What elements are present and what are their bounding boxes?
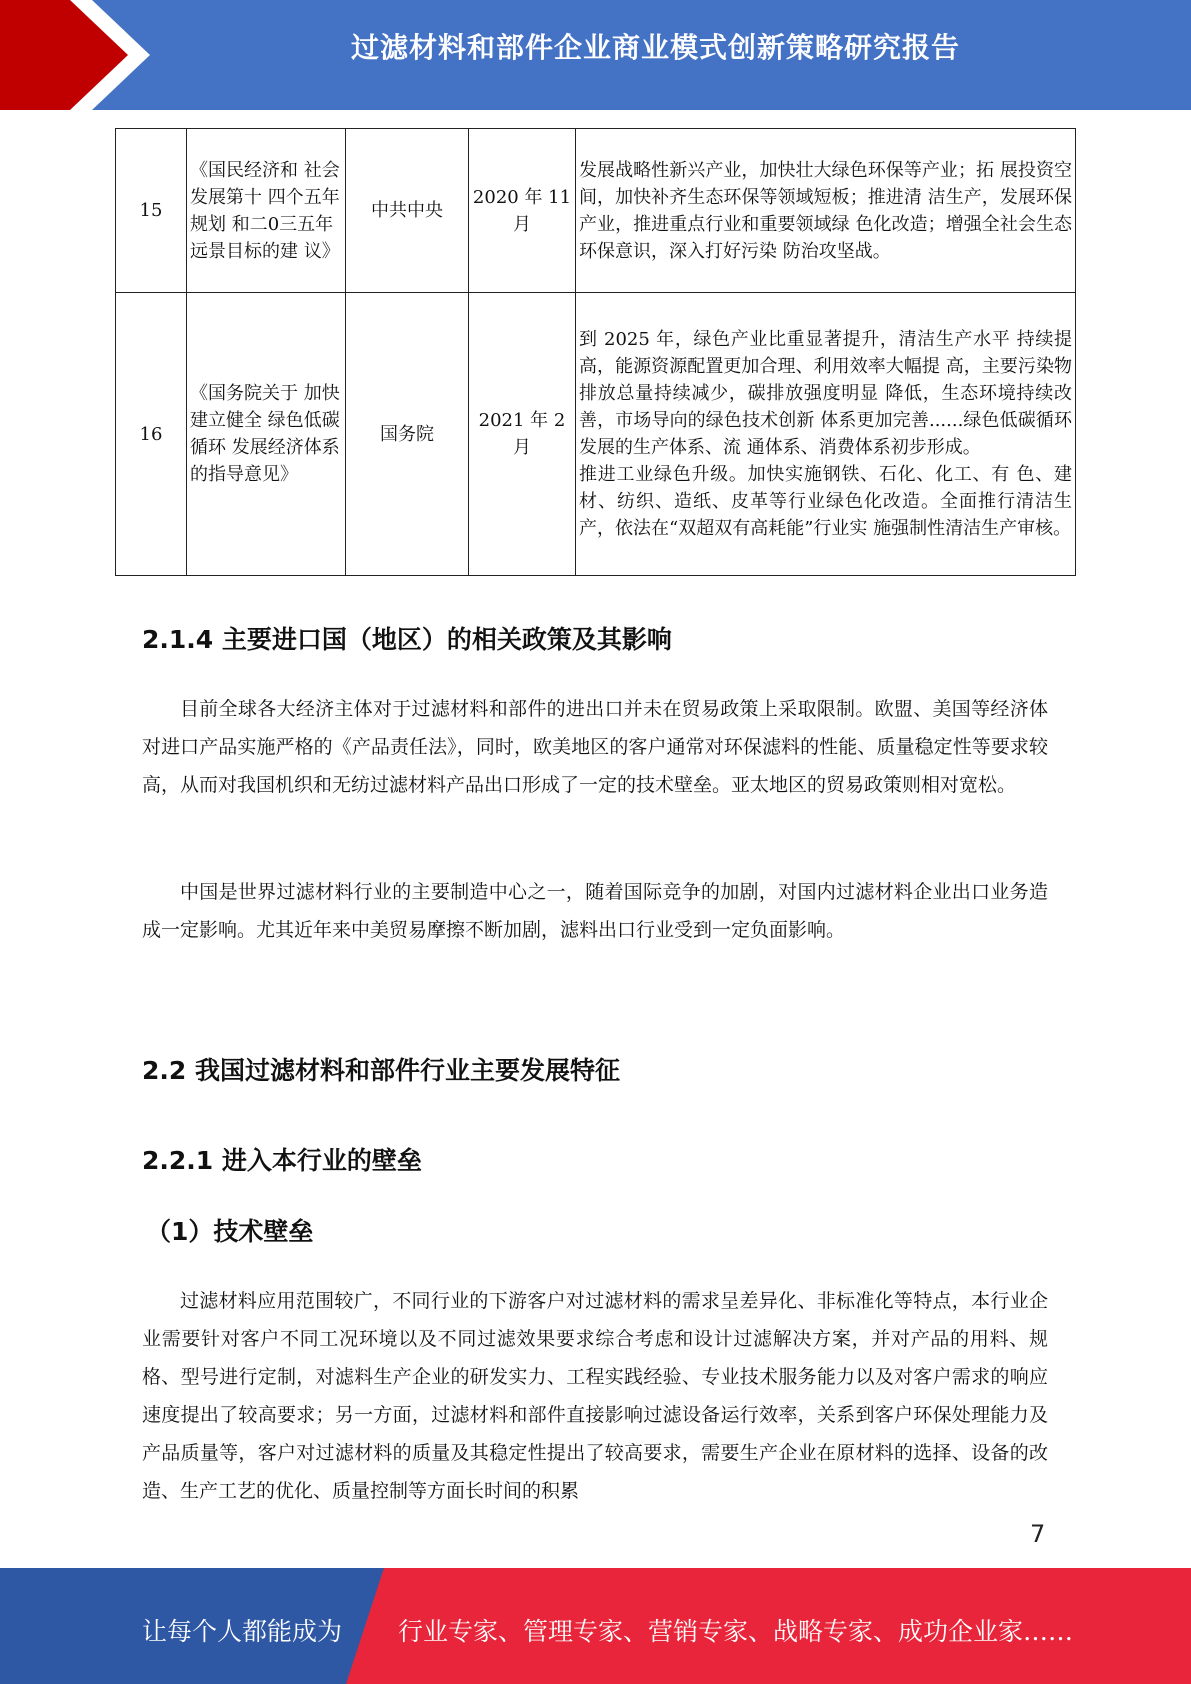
body-paragraph: 目前全球各大经济主体对于过滤材料和部件的进出口并未在贸易政策上采取限制。欧盟、美国等经济体对进口产品实施严格的《产品责任法》，同时，欧美地区的客户通常对环保滤料的性能、质量稳定性等要求较高，从而对我国机织和无纺过滤材料产品出口形成了一定的技术壁垒。亚太地区的贸易政策则相对宽松。: [142, 698, 1048, 796]
policy-content: [576, 129, 1076, 293]
issue-date: 2020 年 11 月: [469, 129, 576, 293]
content-paragraph: 推进工业绿色升级。加快实施钢铁、石化、化工、有 色、建材、纺织、造纸、皮革等行业绿色化改造。全面推行清洁生产，依法在“双超双有高耗能”行业实 施强制性清洁生产审核。: [579, 464, 1072, 539]
policy-table: [115, 128, 1076, 576]
table-row: [116, 129, 1076, 293]
body-paragraph: 中国是世界过滤材料行业的主要制造中心之一，随着国际竞争的加剧，对国内过滤材料企业出口业务造成一定影响。尤其近年来中美贸易摩擦不断加剧，滤料出口行业受到一定负面影响。: [142, 881, 1048, 941]
content-paragraph: 到 2025 年，绿色产业比重显著提升，清洁生产水平 持续提高，能源资源配置更加合理、利用效率大幅提 高，主要污染物排放总量持续减少，碳排放强度明显 降低，生态环境持续改善，市场导向的绿色技术创新 体系更加完善......绿色低碳循环发展的生产体系、流 通体系、消费体系初步形成。: [579, 329, 1072, 458]
row-number: 16: [116, 293, 187, 576]
policy-name: 《国民经济和 社会发展第十 四个五年规划 和二0三五年 远景目标的建 议》: [187, 129, 346, 293]
section-heading-2-2-1: 2.2.1 进入本行业的壁垒: [142, 1146, 422, 1175]
policy-name: 《国务院关于 加快建立健全 绿色低碳循环 发展经济体系 的指导意见》: [187, 293, 346, 576]
section-heading-2-2: 2.2 我国过滤材料和部件行业主要发展特征: [142, 1056, 620, 1085]
issuing-body: 国务院: [346, 293, 469, 576]
content-paragraph: 发展战略性新兴产业，加快壮大绿色环保等产业；拓 展投资空间，加快补齐生态环保等领域短板；推进清 洁生产，发展环保产业，推进重点行业和重要领域绿 色化改造；增强全社会生态环保意识，深入打好污染 防治攻坚战。: [579, 159, 1072, 262]
issuing-body: 中共中央: [346, 129, 469, 293]
body-paragraph: 过滤材料应用范围较广，不同行业的下游客户对过滤材料的需求呈差异化、非标准化等特点，本行业企业需要针对客户不同工况环境以及不同过滤效果要求综合考虑和设计过滤解决方案，并对产品的用料、规格、型号进行定制，对滤料生产企业的研发实力、工程实践经验、专业技术服务能力以及对客户需求的响应速度提出了较高要求；另一方面，过滤材料和部件直接影响过滤设备运行效率，关系到客户环保处理能力及产品质量等，客户对过滤材料的质量及其稳定性提出了较高要求，需要生产企业在原材料的选择、设备的改造、生产工艺的优化、质量控制等方面长时间的积累: [142, 1290, 1048, 1502]
page-footer: [0, 1568, 1191, 1684]
subsection-heading-tech-barrier: （1）技术壁垒: [146, 1217, 314, 1246]
issue-date: 2021 年 2 月: [469, 293, 576, 576]
table-row: [116, 293, 1076, 576]
section-heading-2-1-4: 2.1.4 主要进口国（地区）的相关政策及其影响: [142, 625, 672, 654]
footer-slogan-right: 行业专家、管理专家、营销专家、战略专家、成功企业家……: [398, 1617, 1074, 1646]
footer-slogan-left: 让每个人都能成为: [142, 1617, 343, 1646]
policy-content: [576, 293, 1076, 576]
row-number: 15: [116, 129, 187, 293]
page-header: [0, 0, 1191, 110]
report-title: 过滤材料和部件企业商业模式创新策略研究报告: [350, 31, 960, 64]
page-number: 7: [1030, 1520, 1046, 1548]
